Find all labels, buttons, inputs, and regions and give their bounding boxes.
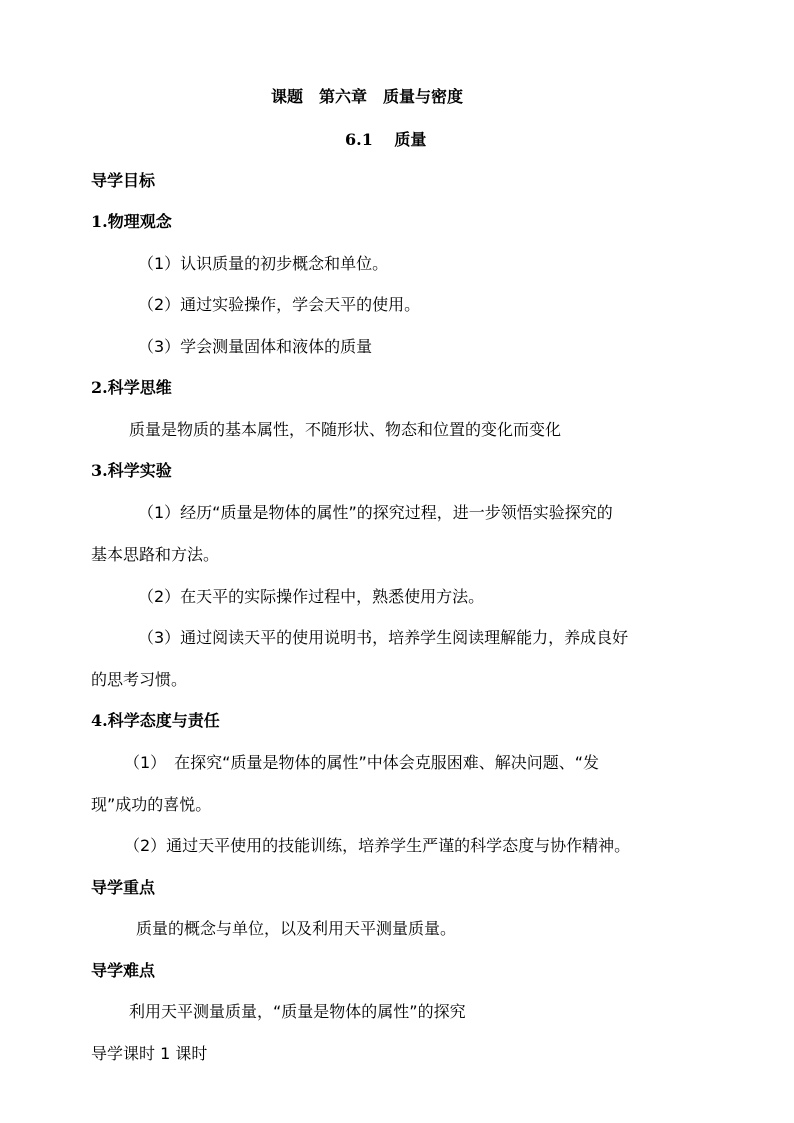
section-heading-4: 4.科学态度与责任 [91,711,220,730]
list-item: （1）经历“质量是物体的属性”的探究过程，进一步领悟实验探究的 [138,503,613,522]
list-item-continuation: 基本思路和方法。 [91,545,220,564]
list-item: （3）学会测量固体和液体的质量 [138,337,373,356]
list-item: （1） 在探究“质量是物体的属性”中体会克服困难、解决问题、“发 [124,753,600,772]
section-heading-key: 导学重点 [91,878,156,897]
page-title: 课题 第六章 质量与密度 [271,87,464,106]
section-heading-1: 1.物理观念 [91,212,172,231]
paragraph: 质量是物质的基本属性，不随形状、物态和位置的变化而变化 [129,420,562,439]
lesson-subtitle: 6.1 质量 [345,130,427,149]
section-heading-2: 2.科学思维 [91,378,172,397]
lesson-hours: 导学课时 1 课时 [91,1044,208,1063]
section-heading-3: 3.科学实验 [91,461,172,480]
paragraph: 利用天平测量质量，“质量是物体的属性”的探究 [129,1002,466,1021]
list-item-continuation: 的思考习惯。 [91,670,188,689]
list-item: （3）通过阅读天平的使用说明书，培养学生阅读理解能力，养成良好 [138,628,629,647]
list-item: （1）认识质量的初步概念和单位。 [138,254,389,273]
list-item: （2）在天平的实际操作过程中，熟悉使用方法。 [138,587,485,606]
section-heading-difficulty: 导学难点 [91,961,156,980]
list-item-continuation: 现”成功的喜悦。 [91,795,212,814]
section-heading-goals: 导学目标 [91,171,156,190]
list-item: （2）通过实验操作，学会天平的使用。 [138,295,421,314]
list-item: （2）通过天平使用的技能训练，培养学生严谨的科学态度与协作精神。 [124,836,631,855]
paragraph: 质量的概念与单位，以及利用天平测量质量。 [136,919,457,938]
